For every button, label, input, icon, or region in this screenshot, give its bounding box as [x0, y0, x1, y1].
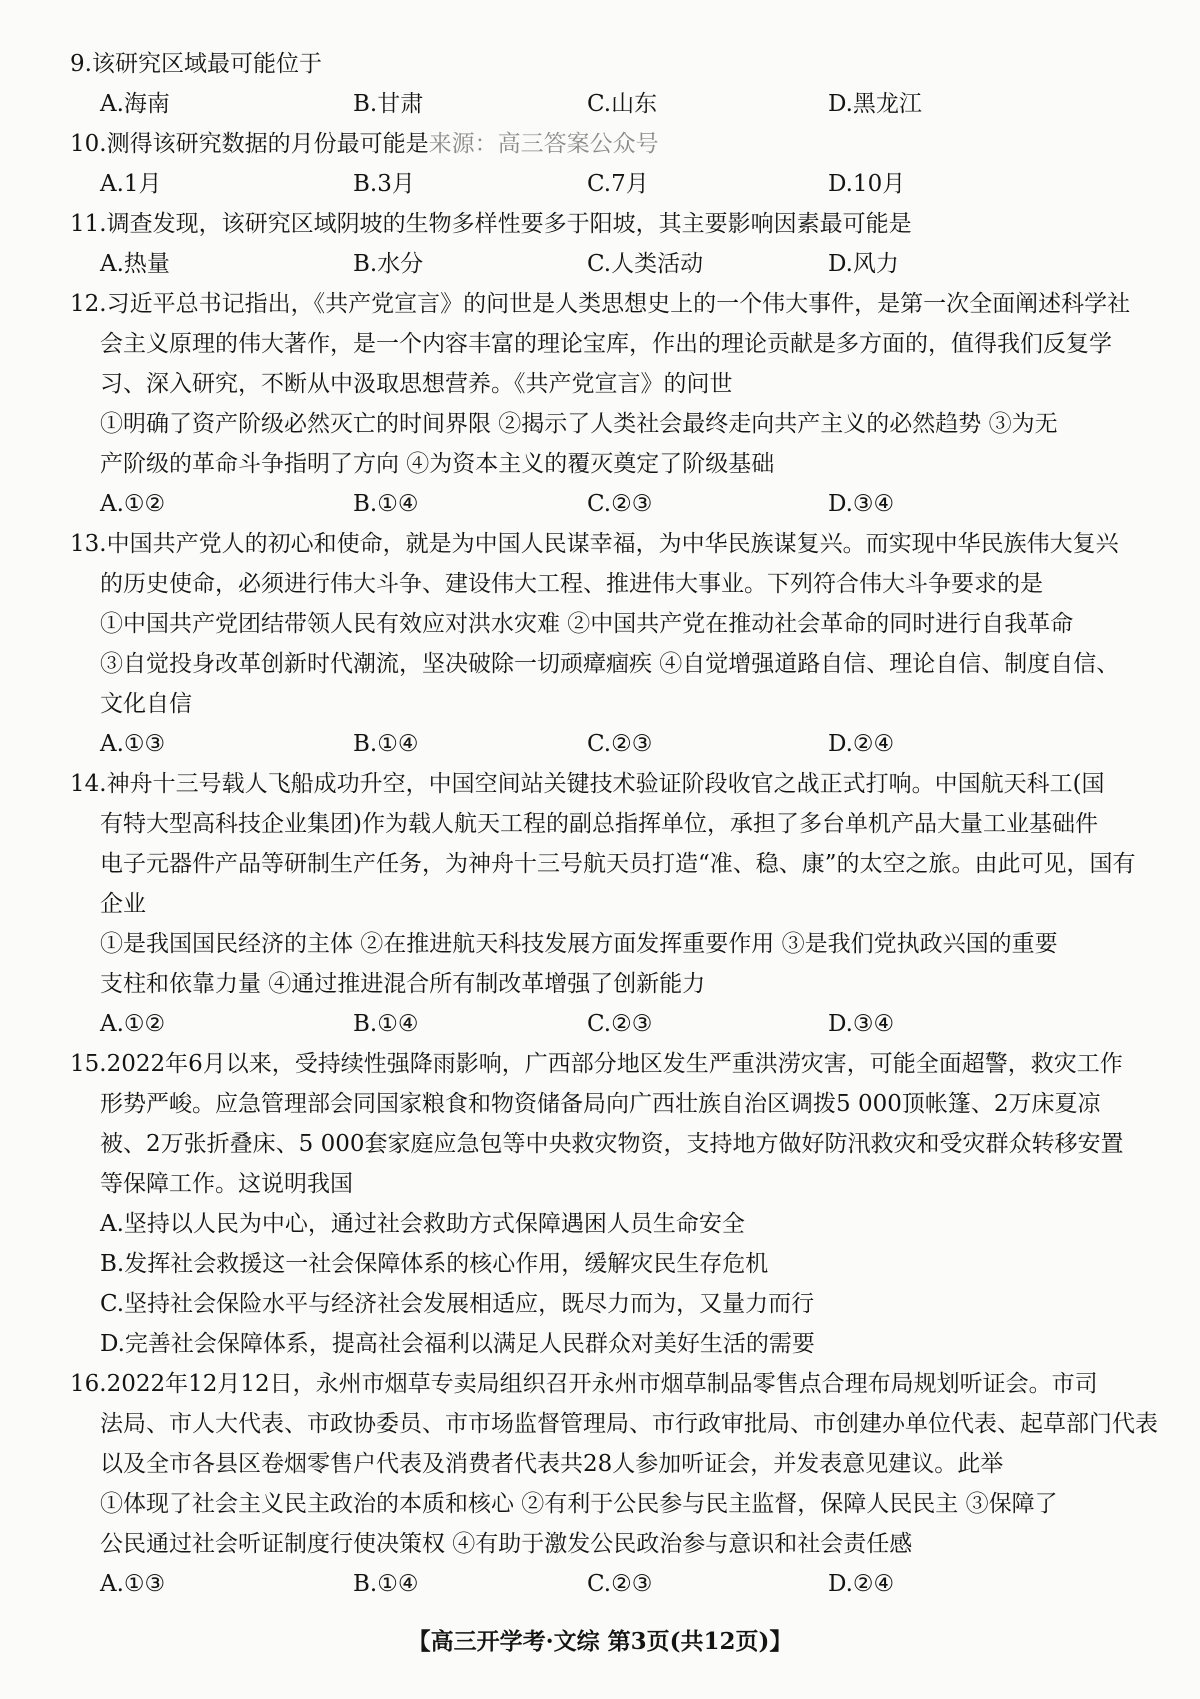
question-stem: 11.调查发现，该研究区域阴坡的生物多样性要多于阳坡，其主要影响因素最可能是 — [70, 211, 912, 237]
option-a: A.1月 — [100, 171, 162, 197]
question-15 — [70, 1044, 1130, 1364]
question-stem: 9.该研究区域最可能位于 — [70, 51, 322, 77]
option-c: C.坚持社会保险水平与经济社会发展相适应，既尽力而为，又量力而行 — [100, 1291, 815, 1317]
option-d: D.③④ — [828, 1011, 895, 1037]
question-16 — [70, 1364, 1158, 1604]
statement-line: ①明确了资产阶级必然灭亡的时间界限 ②揭示了人类社会最终走向共产主义的必然趋势 ③为无 — [100, 411, 1058, 437]
question-stem-line: 被、2万张折叠床、5 000套家庭应急包等中央救灾物资，支持地方做好防汛救灾和受灾群众转移安置 — [100, 1131, 1124, 1157]
answer-options — [70, 484, 1130, 524]
option-c: C.②③ — [587, 731, 653, 757]
option-d: D.②④ — [828, 1571, 895, 1597]
statement-line: ①体现了社会主义民主政治的本质和核心 ②有利于公民参与民主监督，保障人民民主 ③保障了 — [100, 1491, 1058, 1517]
option-c: C.人类活动 — [587, 251, 704, 277]
question-stem-line: 以及全市各县区卷烟零售户代表及消费者代表共28人参加听证会，并发表意见建议。此举 — [100, 1451, 1004, 1477]
option-b: B.发挥社会救援这一社会保障体系的核心作用，缓解灾民生存危机 — [100, 1251, 769, 1277]
question-11 — [70, 204, 1130, 284]
statement-line: ①是我国国民经济的主体 ②在推进航天科技发展方面发挥重要作用 ③是我们党执政兴国的重要 — [100, 931, 1058, 957]
option-b: B.水分 — [353, 251, 424, 277]
option-b: B.①④ — [353, 1571, 419, 1597]
question-stem-line: 习、深入研究，不断从中汲取思想营养。《共产党宣言》的问世 — [100, 371, 733, 397]
option-c: C.②③ — [587, 1571, 653, 1597]
option-a: A.①③ — [100, 731, 166, 757]
answer-options — [70, 1004, 1130, 1044]
statement-line: ①中国共产党团结带领人民有效应对洪水灾难 ②中国共产党在推动社会革命的同时进行自我革命 — [100, 611, 1074, 637]
question-stem-line: 会主义原理的伟大著作，是一个内容丰富的理论宝库，作出的理论贡献是多方面的，值得我们反复学 — [100, 331, 1112, 357]
source-watermark: 来源：高三答案公众号 — [428, 131, 659, 157]
option-c: C.山东 — [587, 91, 658, 117]
option-a: A.海南 — [100, 91, 170, 117]
option-a: A.坚持以人民为中心，通过社会救助方式保障遇困人员生命安全 — [100, 1211, 745, 1237]
statement-line: 公民通过社会听证制度行使决策权 ④有助于激发公民政治参与意识和社会责任感 — [100, 1531, 913, 1557]
question-stem-line — [70, 124, 1130, 164]
answer-options — [70, 164, 1130, 204]
question-stem-line: 的历史使命，必须进行伟大斗争、建设伟大工程、推进伟大事业。下列符合伟大斗争要求的是 — [100, 571, 1043, 597]
question-stem-line: 电子元器件产品等研制生产任务，为神舟十三号航天员打造“准、稳、康”的太空之旅。由此可见，国有 — [100, 851, 1136, 877]
question-stem-line: 等保障工作。这说明我国 — [100, 1171, 353, 1197]
option-b: B.3月 — [353, 171, 415, 197]
option-d: D.黑龙江 — [828, 91, 922, 117]
statement-line: ③自觉投身改革创新时代潮流，坚决破除一切顽瘴痼疾 ④自觉增强道路自信、理论自信、制度自信、 — [100, 651, 1120, 677]
option-b: B.①④ — [353, 491, 419, 517]
option-a: A.①② — [100, 1011, 166, 1037]
option-d: D.②④ — [828, 731, 895, 757]
question-9 — [70, 44, 1130, 124]
option-d: D.③④ — [828, 491, 895, 517]
question-stem-line: 16.2022年12月12日，永州市烟草专卖局组织召开永州市烟草制品零售点合理布局规划听证会。市司 — [70, 1371, 1098, 1397]
page-footer: 【高三开学考·文综 第3页(共12页)】 — [407, 1628, 793, 1655]
answer-options — [70, 84, 1130, 124]
option-a: A.①③ — [100, 1571, 166, 1597]
question-stem-line: 法局、市人大代表、市政协委员、市市场监督管理局、市行政审批局、市创建办单位代表、起草部门代表 — [100, 1411, 1158, 1437]
question-stem-line: 12.习近平总书记指出，《共产党宣言》的问世是人类思想史上的一个伟大事件，是第一次全面阐述科学社 — [70, 291, 1131, 317]
option-c: C.7月 — [587, 171, 649, 197]
question-stem-line: 14.神舟十三号载人飞船成功升空，中国空间站关键技术验证阶段收官之战正式打响。中国航天科工(国 — [70, 771, 1105, 797]
question-13 — [70, 524, 1130, 764]
question-10 — [70, 124, 1130, 204]
question-12 — [70, 284, 1130, 524]
option-a: A.①② — [100, 491, 166, 517]
option-c: C.②③ — [587, 1011, 653, 1037]
statement-line: 支柱和依靠力量 ④通过推进混合所有制改革增强了创新能力 — [100, 971, 706, 997]
statement-line: 产阶级的革命斗争指明了方向 ④为资本主义的覆灭奠定了阶级基础 — [100, 451, 775, 477]
option-c: C.②③ — [587, 491, 653, 517]
option-d: D.完善社会保障体系，提高社会福利以满足人民群众对美好生活的需要 — [100, 1331, 815, 1357]
answer-options — [70, 1564, 1130, 1604]
question-stem-line: 企业 — [100, 891, 146, 917]
option-a: A.热量 — [100, 251, 170, 277]
question-14 — [70, 764, 1136, 1044]
question-stem-line: 15.2022年6月以来，受持续性强降雨影响，广西部分地区发生严重洪涝灾害，可能全面超警，救灾工作 — [70, 1051, 1123, 1077]
option-d: D.风力 — [828, 251, 899, 277]
answer-options — [70, 724, 1130, 764]
option-b: B.①④ — [353, 731, 419, 757]
answer-options — [70, 244, 1130, 284]
option-d: D.10月 — [828, 171, 906, 197]
question-stem-line: 形势严峻。应急管理部会同国家粮食和物资储备局向广西壮族自治区调拨5 000顶帐篷、2万床夏凉 — [100, 1091, 1101, 1117]
option-b: B.甘肃 — [353, 91, 424, 117]
question-stem: 10.测得该研究数据的月份最可能是 — [70, 131, 429, 157]
question-stem-line: 13.中国共产党人的初心和使命，就是为中国人民谋幸福，为中华民族谋复兴。而实现中华民族伟大复兴 — [70, 531, 1119, 557]
option-b: B.①④ — [353, 1011, 419, 1037]
question-stem-line: 有特大型高科技企业集团)作为载人航天工程的副总指挥单位，承担了多台单机产品大量工业基础件 — [100, 811, 1098, 837]
statement-line: 文化自信 — [100, 691, 192, 717]
